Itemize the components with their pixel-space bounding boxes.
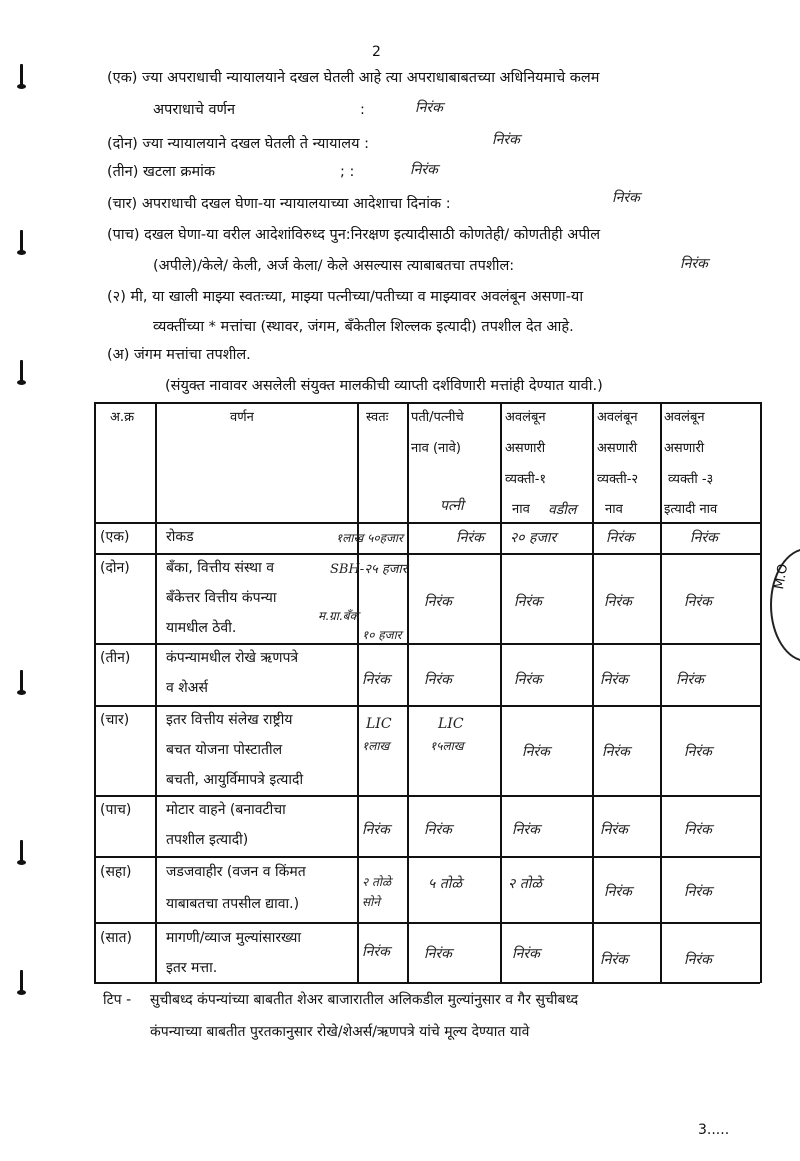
item-colon: :	[360, 102, 365, 118]
cell-self: निरंक	[362, 822, 390, 838]
handwritten-nil: निरंक	[680, 256, 708, 272]
cell-spouse: निरंक	[424, 946, 452, 962]
row-description: कंपन्यामधील रोखे ऋणपत्रे	[166, 650, 299, 666]
item-number: (तीन)	[107, 164, 139, 180]
header-dep2-line3: व्यक्ती-२	[597, 472, 639, 487]
item-5	[107, 225, 600, 245]
row-description: मोटार वाहने (बनावटीचा	[166, 802, 286, 818]
binder-hole-mark	[20, 670, 23, 692]
row-sr: (सात)	[100, 930, 132, 946]
cell-self: १लाख	[362, 739, 390, 753]
item-text: खटला क्रमांक	[143, 164, 216, 180]
header-dep2-line2: असणारी	[597, 441, 638, 456]
item-text: (अपीले)/केले/ केली, अर्ज केला/ केले असल्यास त्याबाबतचा तपशील:	[153, 258, 515, 274]
row-description: बँकेत्तर वित्तीय कंपन्या	[166, 590, 277, 606]
cell-dep3: निरंक	[684, 822, 712, 838]
cell-self: १० हजार	[362, 628, 402, 642]
cell-dep1: २० हजार	[510, 530, 557, 546]
handwritten-nil: निरंक	[410, 162, 438, 178]
next-page-marker: 3.....	[698, 1122, 730, 1138]
header-dep1-line3: व्यक्ती-१	[505, 472, 547, 487]
header-dep3-line2: असणारी	[664, 441, 705, 456]
cell-dep2: निरंक	[600, 672, 628, 688]
section-2-line-2: व्यक्तींच्या * मत्तांचा (स्थावर, जंगम, बँकेतील शिल्लक इत्यादी) तपशील देत आहे.	[153, 319, 574, 335]
header-dep1-line2: असणारी	[505, 441, 546, 456]
section-a-note: (संयुक्त नावावर असलेली संयुक्त मालकीची व्याप्ती दर्शविणारी मत्तांही देण्यात यावी.)	[165, 378, 603, 394]
row-description: बचत योजना पोस्टातील	[166, 742, 283, 758]
handwritten-nil: निरंक	[612, 190, 640, 206]
row-description: बचती, आयुर्विमापत्रे इत्यादी	[166, 772, 304, 788]
cell-self: सोने	[362, 895, 380, 909]
footnote-line-1: सुचीबध्द कंपन्यांच्या बाबतीत शेअर बाजारातील अलिकडील मुल्यांनुसार व गैर सुचीबध्द	[150, 992, 579, 1008]
row-description: तपशील इत्यादी)	[166, 832, 249, 848]
item-4	[107, 194, 451, 214]
binder-hole-mark	[20, 64, 23, 86]
table-border	[500, 402, 502, 983]
row-sr: (एक)	[100, 529, 130, 545]
cell-spouse: ५ तोळे	[428, 876, 462, 892]
cell-dep2: निरंक	[604, 594, 632, 610]
header-dep3-line4: इत्यादी नाव	[664, 502, 718, 517]
cell-dep3: निरंक	[684, 744, 712, 760]
row-description: बँका, वित्तीय संस्था व	[166, 560, 274, 576]
item-text: ज्या न्यायालयाने दखल घेतली ते न्यायालय :	[142, 136, 370, 152]
cell-dep3: निरंक	[684, 594, 712, 610]
table-border	[407, 402, 409, 983]
cell-dep1: २ तोळे	[508, 876, 542, 892]
row-sr: (दोन)	[100, 560, 130, 576]
row-description: इतर मत्ता.	[166, 960, 218, 976]
table-border	[155, 402, 157, 983]
table-border	[94, 402, 96, 983]
item-colon: ; :	[340, 164, 355, 180]
header-description: वर्णन	[230, 410, 254, 425]
row-sr: (सहा)	[100, 864, 132, 880]
footnote-label: टिप -	[103, 992, 132, 1008]
cell-dep3: निरंक	[684, 884, 712, 900]
handwritten-father: वडील	[548, 502, 577, 518]
cell-spouse: निरंक	[424, 822, 452, 838]
header-dep1-line1: अवलंबून	[505, 410, 546, 425]
row-description: व शेअर्स	[166, 680, 208, 696]
item-number: (एक)	[107, 70, 138, 86]
cell-spouse: निरंक	[424, 672, 452, 688]
header-spouse-line1: पती/पत्नीचे	[411, 410, 464, 425]
handwritten-nil: निरंक	[415, 100, 443, 116]
cell-spouse: LIC	[438, 716, 464, 732]
header-self: स्वतः	[366, 410, 389, 425]
stamp-text: M.O	[772, 562, 792, 591]
row-description: यामधील ठेवी.	[166, 620, 237, 636]
cell-dep3: निरंक	[690, 530, 718, 546]
item-2	[107, 134, 369, 154]
item-text: दखल घेणा-या वरील आदेशांविरुध्द पुन:निरक्षण इत्यादीसाठी कोणतेही/ कोणतीही अपील	[144, 227, 601, 243]
section-2	[107, 287, 583, 307]
section-number: (२)	[107, 289, 126, 305]
cell-dep1: निरंक	[512, 946, 540, 962]
row-description: याबाबतचा तपसील द्यावा.)	[166, 896, 300, 912]
item-text: अपराधाची दखल घेणा-या न्यायालयाच्या आदेशाचा दिनांक :	[141, 196, 451, 212]
section-a	[107, 345, 251, 365]
item-5-appeal-details	[153, 256, 514, 276]
table-border	[592, 402, 594, 983]
cell-spouse: निरंक	[456, 530, 484, 546]
header-sr: अ.क्र	[110, 410, 135, 425]
binder-hole-mark	[20, 230, 23, 252]
item-number: (पाच)	[107, 227, 140, 243]
section-title: जंगम मत्तांचा तपशील.	[134, 347, 251, 363]
item-3	[107, 162, 215, 182]
cell-self: १लाख ५०हजार	[336, 531, 403, 545]
item-text: अपराधाचे वर्णन	[153, 102, 236, 118]
table-border	[357, 402, 359, 983]
section-number: (अ)	[107, 347, 130, 363]
cell-dep1: निरंक	[522, 744, 550, 760]
section-text: मी, या खाली माझ्या स्वतःच्या, माझ्या पत्नीच्या/पतीच्या व माझ्यावर अवलंबून असणा-या	[130, 289, 584, 305]
row-description: इतर वित्तीय संलेख राष्ट्रीय	[166, 712, 293, 728]
cell-self: निरंक	[362, 944, 390, 960]
cell-dep1: निरंक	[514, 594, 542, 610]
item-1-offence-description	[153, 100, 235, 120]
row-description: रोकड	[166, 529, 194, 545]
cell-dep2: निरंक	[600, 822, 628, 838]
header-spouse-line2: नाव (नावे)	[411, 441, 461, 456]
item-number: (चार)	[107, 196, 138, 212]
cell-dep2: निरंक	[604, 884, 632, 900]
cell-self: SBH-२५ हजार	[330, 562, 408, 577]
footnote-line-2: कंपन्याच्या बाबतीत पुरतकानुसार रोखे/शेअर्स/ऋणपत्रे यांचे मूल्य देण्यात यावे	[150, 1024, 530, 1040]
row-description: मागणी/व्याज मुल्यांसारख्या	[166, 930, 301, 946]
cell-dep1: निरंक	[514, 672, 542, 688]
cell-dep2: निरंक	[602, 744, 630, 760]
cell-dep1: निरंक	[512, 822, 540, 838]
row-sr: (चार)	[100, 712, 130, 728]
page-number: 2	[372, 44, 381, 60]
table-border	[660, 402, 662, 983]
header-dep1-line4: नाव	[512, 502, 530, 517]
cell-dep3: निरंक	[676, 672, 704, 688]
cell-dep2: निरंक	[606, 530, 634, 546]
binder-hole-mark	[20, 970, 23, 992]
handwritten-spouse: पत्नी	[440, 498, 464, 514]
header-dep2-line1: अवलंबून	[597, 410, 638, 425]
row-sr: (पाच)	[100, 802, 132, 818]
cell-dep2: निरंक	[600, 952, 628, 968]
row-description: जडजवाहीर (वजन व किंमत	[166, 864, 306, 880]
binder-hole-mark	[20, 840, 23, 862]
item-number: (दोन)	[107, 136, 138, 152]
binder-hole-mark	[20, 360, 23, 382]
cell-spouse: निरंक	[424, 594, 452, 610]
header-dep3-line3: व्यक्ती -३	[668, 472, 714, 487]
cell-spouse: १५लाख	[430, 739, 464, 753]
table-border	[760, 402, 762, 983]
cell-dep3: निरंक	[684, 952, 712, 968]
item-text: ज्या अपराधाची न्यायालयाने दखल घेतली आहे त्या अपराधाबाबतच्या अधिनियमाचे कलम	[142, 70, 600, 86]
handwritten-nil: निरंक	[492, 132, 520, 148]
cell-self: LIC	[366, 716, 392, 732]
header-dep2-line4: नाव	[605, 502, 623, 517]
item-1	[107, 68, 599, 88]
header-dep3-line1: अवलंबून	[664, 410, 705, 425]
row-sr: (तीन)	[100, 650, 131, 666]
cell-self: म.ग्रा.बँक	[318, 609, 359, 623]
cell-self: २ तोळे	[362, 875, 392, 889]
cell-self: निरंक	[362, 672, 390, 688]
